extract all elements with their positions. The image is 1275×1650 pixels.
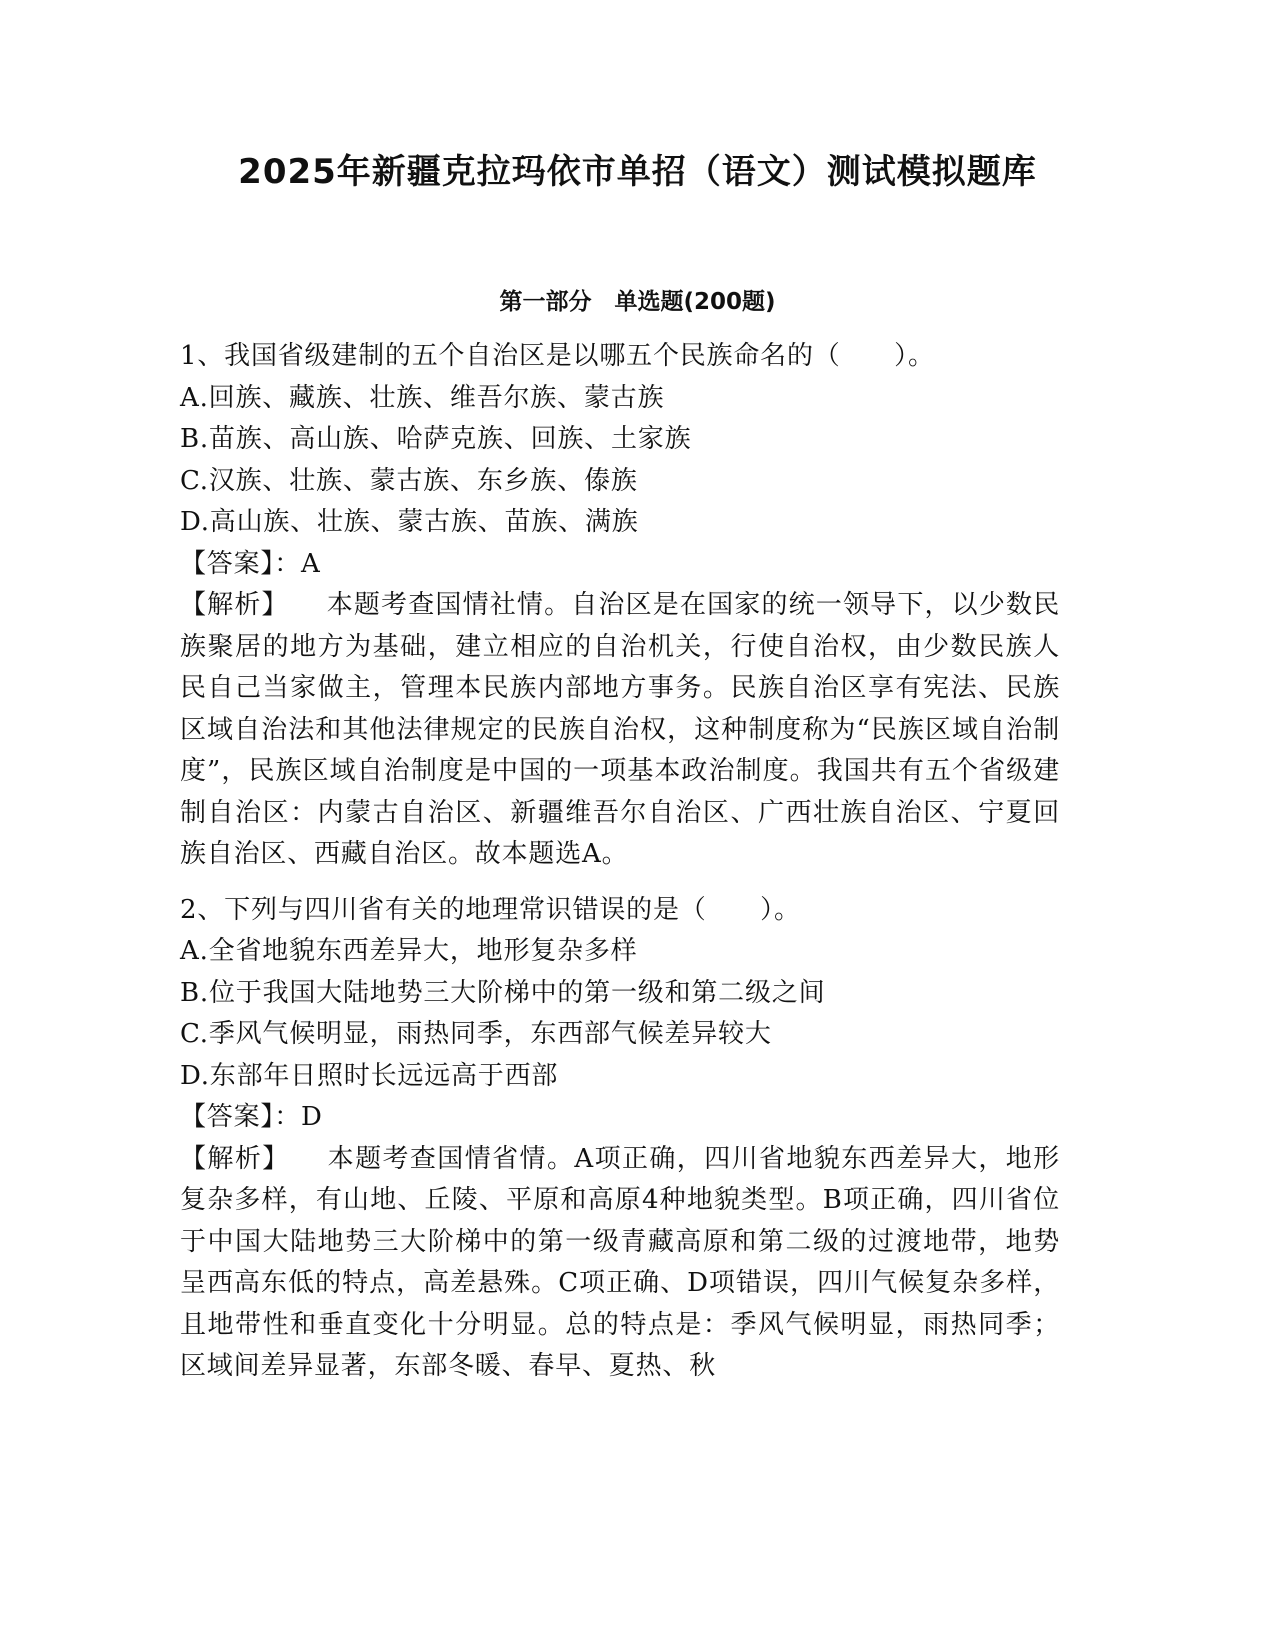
option-c: C.季风气候明显，雨热同季，东西部气候差异较大: [180, 1019, 772, 1049]
option-d: D.东部年日照时长远远高于西部: [180, 1060, 559, 1091]
option-b: B.苗族、高山族、哈萨克族、回族、土家族: [180, 424, 692, 454]
answer-value: D: [301, 1102, 323, 1132]
section-heading: 第一部分 单选题(200题): [499, 289, 776, 315]
option-c: C.汉族、壮族、蒙古族、东乡族、傣族: [180, 465, 638, 496]
question-item: [180, 336, 1060, 876]
answer-line: [180, 1097, 1060, 1139]
document-title: 2025年新疆克拉玛依市单招（语文）测试模拟题库: [238, 152, 1037, 192]
answer-value: A: [301, 548, 321, 579]
analysis-text: 本题考查国情省情。A项正确，四川省地貌东西差异大，地形复杂多样，有山地、丘陵、平原和高原4种地貌类型。B项正确，四川省位于中国大陆地势三大阶梯中的第一级青藏高原和第二级的过渡地带，地势呈西高东低的特点，高差悬殊。C项正确、D项错误，四川气候复杂多样，且地带性和垂直变化十分明显。总的特点是：季风气候明显，雨热同季；区域间差异显著，东部冬暖、春早、夏热、秋: [180, 1143, 1060, 1381]
question-stem: 2、下列与四川省有关的地理常识错误的是（ ）。: [180, 894, 801, 925]
option-a: A.回族、藏族、壮族、维吾尔族、蒙古族: [180, 382, 665, 413]
option-a: A.全省地貌东西差异大，地形复杂多样: [180, 936, 638, 966]
question-stem: 1、我国省级建制的五个自治区是以哪五个民族命名的（ ）。: [180, 341, 935, 371]
analysis-text: 本题考查国情社情。自治区是在国家的统一领导下，以少数民族聚居的地方为基础，建立相应的自治机关，行使自治权，由少数民族人民自己当家做主，管理本民族内部地方事务。民族自治区享有宪法、民族区域自治法和其他法律规定的民族自治权，这种制度称为“民族区域自治制度”，民族区域自治制度是中国的一项基本政治制度。我国共有五个省级建制自治区：内蒙古自治区、新疆维吾尔自治区、广西壮族自治区、宁夏回族自治区、西藏自治区。故本题选A。: [180, 590, 1060, 869]
analysis-paragraph: [180, 1139, 1060, 1388]
question-item: [180, 890, 1060, 1388]
option-d: D.高山族、壮族、蒙古族、苗族、满族: [180, 507, 639, 537]
option-b: B.位于我国大陆地势三大阶梯中的第一级和第二级之间: [180, 977, 826, 1008]
answer-line: [180, 544, 1060, 586]
analysis-paragraph: [180, 585, 1060, 876]
answer-label: 【答案】：: [180, 1102, 302, 1132]
analysis-label: 【解析】: [180, 1143, 290, 1174]
analysis-label: 【解析】: [180, 590, 289, 620]
question-list: [180, 336, 1060, 1402]
answer-label: 【答案】：: [180, 548, 302, 579]
